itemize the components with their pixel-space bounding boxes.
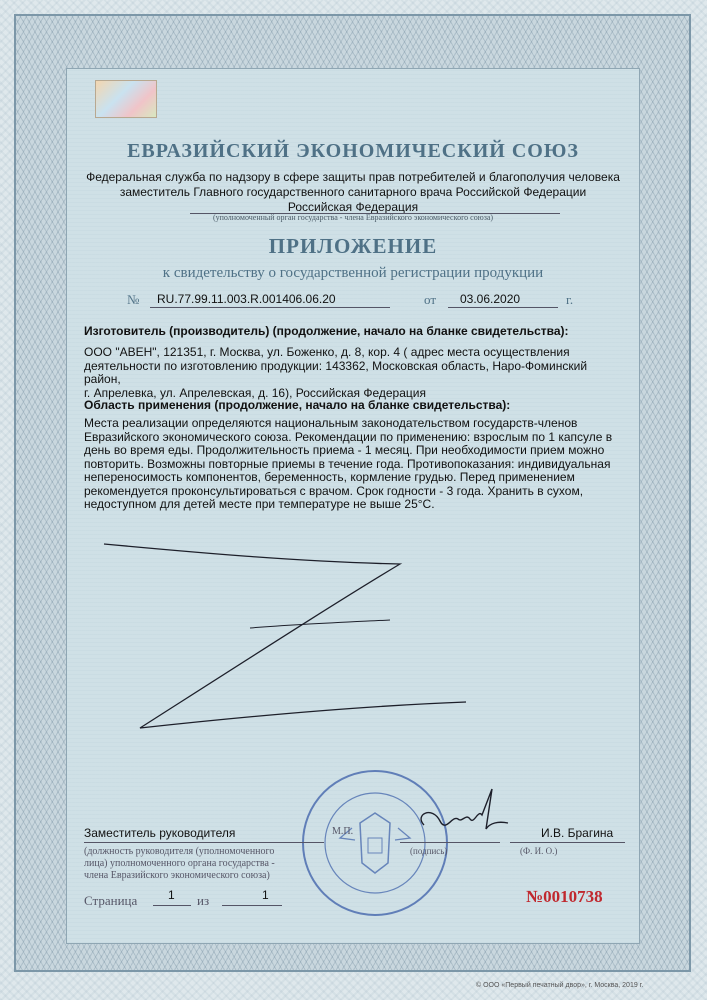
scope-text xyxy=(84,417,614,512)
signature-underline xyxy=(400,842,500,843)
registration-number: RU.77.99.11.003.R.001406.06.20 xyxy=(157,292,336,306)
signature-caption: (подпись) xyxy=(410,846,448,856)
text-line: рекомендуется проконсультироваться с врачом. Срок годности - 3 года. Хранить в сухом, xyxy=(84,483,584,498)
manufacturer-text xyxy=(84,346,614,400)
total-pages: 1 xyxy=(262,888,269,902)
serial-number: №0010738 xyxy=(526,887,603,906)
text-line: недоступном для детей месте при температуре не выше 25°С. xyxy=(84,497,435,511)
position-caption xyxy=(84,846,334,882)
signer-name: И.В. Брагина xyxy=(541,826,614,840)
scope-heading: Область применения (продолжение, начало на бланке свидетельства): xyxy=(84,398,511,412)
name-caption: (Ф. И. О.) xyxy=(520,846,558,856)
appendix-title: ПРИЛОЖЕНИЕ xyxy=(268,234,438,258)
text-line: ООО "АВЕН", 121351, г. Москва, ул. Боженко, д. 8, кор. 4 ( адрес места осуществления xyxy=(84,345,570,359)
agency-line: Российская Федерация xyxy=(287,200,419,214)
text-line: непереносимость компонентов, беременность, кормление грудью. Перед применением xyxy=(84,470,575,484)
handwritten-signature xyxy=(412,785,522,845)
manufacturer-heading: Изготовитель (производитель) (продолжение, начало на бланке свидетельства): xyxy=(84,324,569,338)
text-line: день во время еды. Продолжительность приема - 1 месяц. При необходимости прием можно xyxy=(84,443,605,457)
text-line: Евразийского экономического союза. Рекомендации по применению: взрослым по 1 капсуле в xyxy=(84,429,613,444)
hologram-sticker xyxy=(95,80,157,118)
appendix-subtitle: к свидетельству о государственной регистрации продукции xyxy=(162,265,544,281)
caption-line: члена Евразийского экономического союза) xyxy=(84,870,270,881)
union-title: ЕВРАЗИЙСКИЙ ЭКОНОМИЧЕСКИЙ СОЮЗ xyxy=(127,140,579,162)
caption-line: (должность руководителя (уполномоченного xyxy=(84,846,275,857)
caption-line: лица) уполномоченного органа государства - xyxy=(84,858,275,869)
signer-position: Заместитель руководителя xyxy=(84,826,236,840)
page-underline xyxy=(153,905,191,906)
date-label: от xyxy=(424,292,437,307)
agency-line: заместитель Главного государственного санитарного врача Российской Федерации xyxy=(119,185,587,199)
agency-block xyxy=(70,170,636,215)
date-underline xyxy=(448,307,558,308)
agency-caption: (уполномоченный орган государства - члена Евразийского экономического союза) xyxy=(212,213,494,222)
text-line: повторить. Возможны повторные приемы в течение года. Противопоказания: индивидуальная xyxy=(84,456,611,471)
number-label: № xyxy=(127,292,140,307)
text-line: деятельности по изготовлению продукции: 143362, Московская область, Наро-Фоминский район, xyxy=(84,358,588,386)
printer-credit: © ООО «Первый печатный двор», г. Москва, 2019 г. xyxy=(476,982,644,989)
blank-space-z-mark xyxy=(100,530,520,740)
mp-mark: М.П. xyxy=(332,826,354,837)
position-underline xyxy=(84,842,324,843)
text-line: г. Апрелевка, ул. Апрелевская, д. 16), Российская Федерация xyxy=(84,385,426,400)
registration-date: 03.06.2020 xyxy=(460,292,521,306)
text-line: Места реализации определяются национальным законодательством государств-членов xyxy=(84,416,578,430)
number-underline xyxy=(150,307,390,308)
of-label: из xyxy=(197,893,210,908)
name-underline xyxy=(510,842,625,843)
total-underline xyxy=(222,905,282,906)
agency-line: Федеральная служба по надзору в сфере защиты прав потребителей и благополучия человека xyxy=(86,170,620,184)
year-suffix: г. xyxy=(566,292,574,307)
page-number: 1 xyxy=(168,888,175,902)
page-label: Страница xyxy=(84,893,138,908)
